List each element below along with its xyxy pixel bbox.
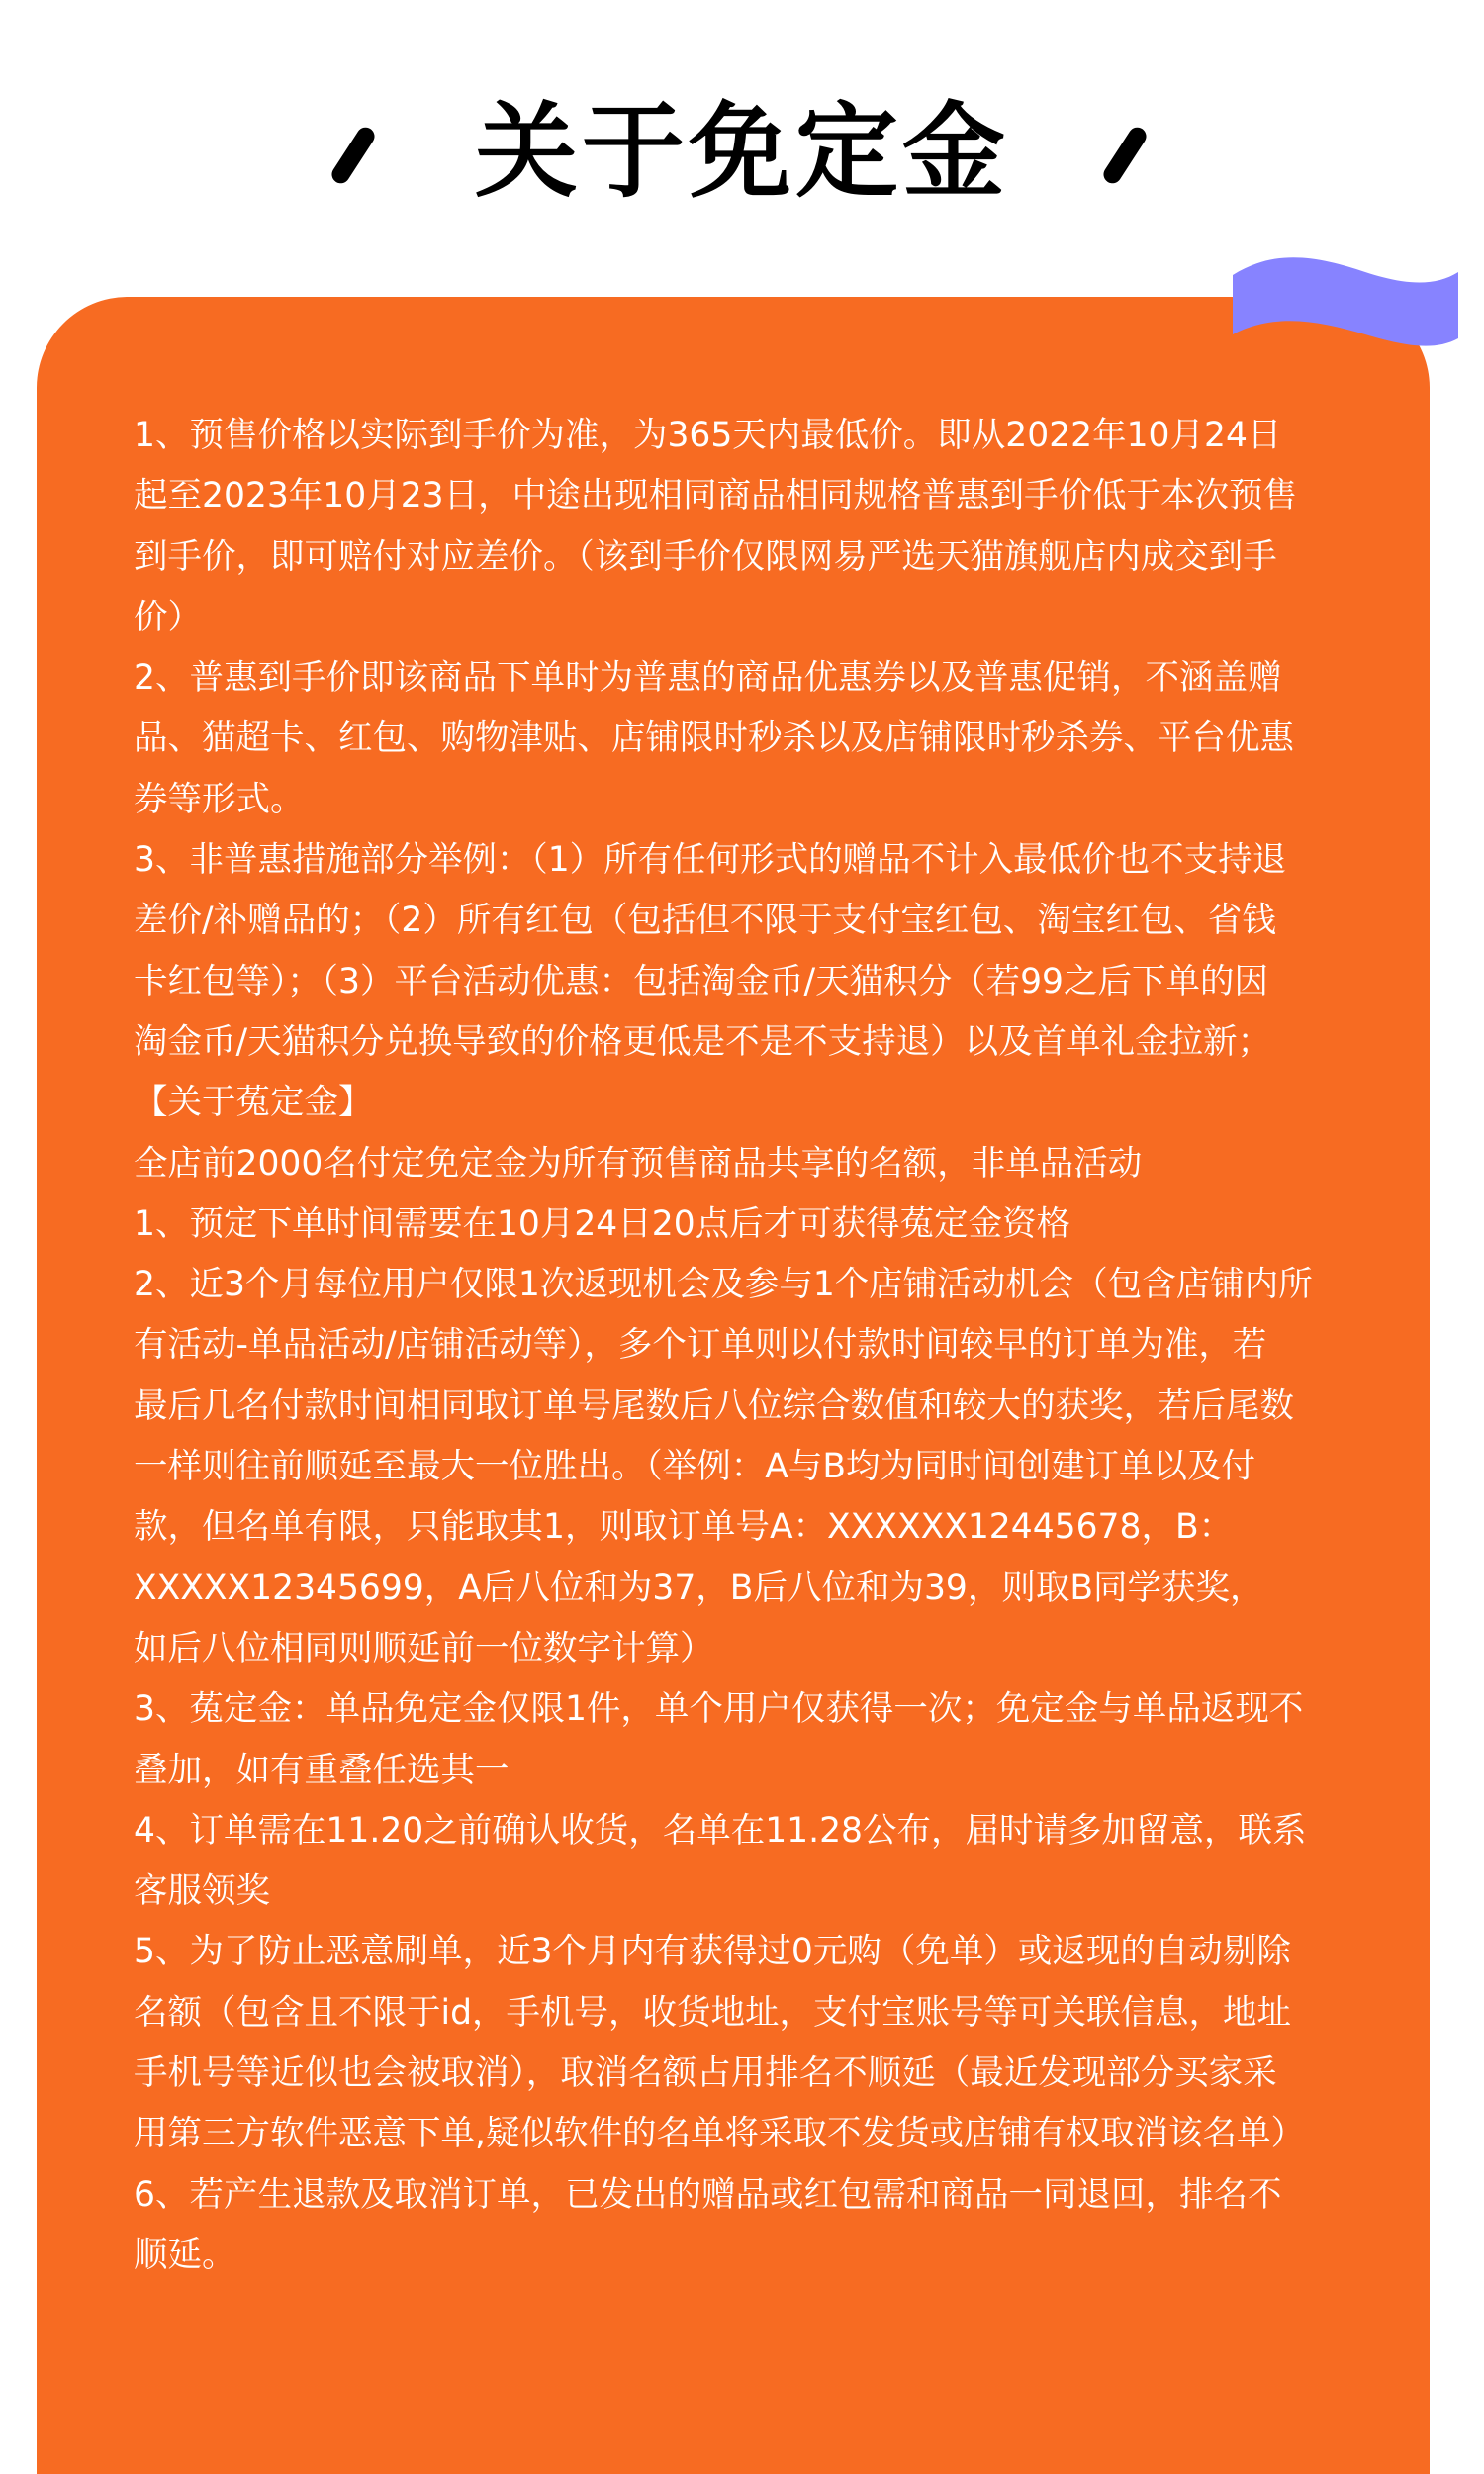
rules-text xyxy=(134,406,1380,2286)
rule-line: 起至2023年10月23日，中途出现相同商品相同规格普惠到手价低于本次预售 xyxy=(134,476,1298,517)
rule-line: 款，但名单有限，只能取其1，则取订单号A：XXXXXX12445678，B： xyxy=(134,1507,1234,1548)
rule-line: 价） xyxy=(134,597,202,637)
rule-line: XXXXX12345699，A后八位和为37，B后八位和为39，则取B同学获奖， xyxy=(134,1568,1264,1608)
rule-line: 1、预售价格以实际到手价为准，为365天内最低价。即从2022年10月24日 xyxy=(134,416,1282,455)
rule-line: 客服领奖 xyxy=(134,1871,270,1912)
rule-line: 卡红包等）；（3）平台活动优惠：包括淘金币/天猫积分（若99之后下单的因 xyxy=(134,961,1268,1001)
rule-line: 2、近3个月每位用户仅限1次返现机会及参与1个店铺活动机会（包含店铺内所 xyxy=(134,1265,1313,1305)
page-title: 关于免定金 xyxy=(474,91,1009,212)
rule-line: 如后八位相同则顺延前一位数字计算） xyxy=(134,1628,714,1668)
rule-line: 【关于菟定金】 xyxy=(134,1083,373,1123)
rule-line: 3、非普惠措施部分举例：（1）所有任何形式的赠品不计入最低价也不支持退 xyxy=(134,840,1287,881)
rule-line: 有活动-单品活动/店铺活动等），多个订单则以付款时间较早的订单为准，若 xyxy=(134,1325,1267,1366)
rule-line: 品、猫超卡、红包、购物津贴、店铺限时秒杀以及店铺限时秒杀券、平台优惠 xyxy=(134,718,1294,759)
rule-line: 名额（包含且不限于id，手机号，收货地址，支付宝账号等可关联信息，地址 xyxy=(134,1992,1291,2033)
rule-line: 叠加，如有重叠任选其一 xyxy=(134,1750,510,1790)
rule-line: 一样则往前顺延至最大一位胜出。（举例：A与B均为同时间创建订单以及付 xyxy=(134,1447,1256,1487)
rule-line: 2、普惠到手价即该商品下单时为普惠的商品优惠券以及普惠促销，不涵盖赠 xyxy=(134,658,1282,699)
rule-line: 1、预定下单时间需要在10月24日20点后才可获得菟定金资格 xyxy=(134,1203,1071,1244)
header xyxy=(0,87,1484,216)
rule-line: 6、若产生退款及取消订单，已发出的赠品或红包需和商品一同退回，排名不 xyxy=(134,2174,1282,2215)
rule-line: 到手价，即可赔付对应差价。（该到手价仅限网易严选天猫旗舰店内成交到手 xyxy=(134,536,1277,577)
rule-line: 最后几名付款时间相同取订单号尾数后八位综合数值和较大的获奖，若后尾数 xyxy=(134,1385,1294,1426)
rule-line: 3、菟定金：单品免定金仅限1件，单个用户仅获得一次；免定金与单品返现不 xyxy=(134,1689,1304,1730)
rule-line: 差价/补赠品的；（2）所有红包（包括但不限于支付宝红包、淘宝红包、省钱 xyxy=(134,901,1276,941)
rule-line: 淘金币/天猫积分兑换导致的价格更低是不是不支持退）以及首单礼金拉新； xyxy=(134,1021,1272,1062)
rule-line: 全店前2000名付定免定金为所有预售商品共享的名额，非单品活动 xyxy=(134,1143,1143,1184)
ribbon-decoration xyxy=(1227,247,1464,346)
rule-line: 4、订单需在11.20之前确认收货，名单在11.28公布，届时请多加留意，联系 xyxy=(134,1810,1307,1851)
rule-line: 手机号等近似也会被取消），取消名额占用排名不顺延（最近发现部分买家采 xyxy=(134,2053,1277,2094)
rule-line: 5、为了防止恶意刷单，近3个月内有获得过0元购（免单）或返现的自动剔除 xyxy=(134,1932,1291,1972)
rule-line: 券等形式。 xyxy=(134,779,305,819)
ribbon-shape xyxy=(1233,257,1458,345)
rule-line: 顺延。 xyxy=(134,2235,236,2275)
rule-line: 用第三方软件恶意下单,疑似软件的名单将采取不发货或店铺有权取消该名单） xyxy=(134,2114,1305,2154)
